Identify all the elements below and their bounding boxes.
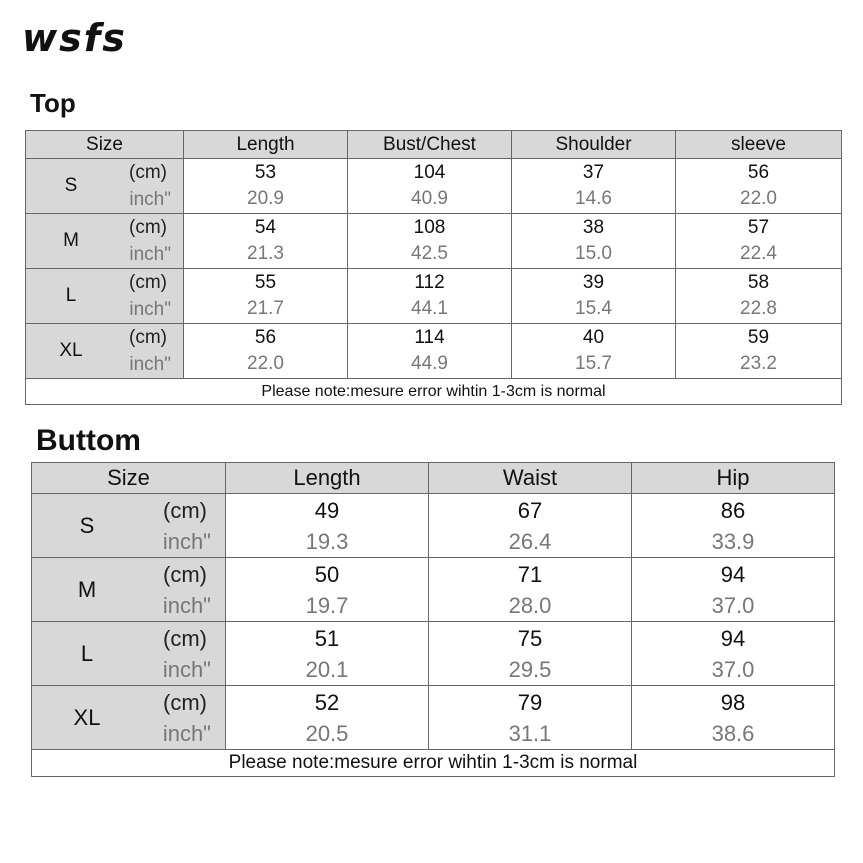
measure-cell [632, 558, 835, 622]
table-row [32, 622, 835, 686]
value-cm: 56 [747, 162, 770, 183]
measure-cell [184, 269, 348, 324]
value-inch: 38.6 [711, 720, 755, 746]
measure-cell [226, 494, 429, 558]
value-cm: 104 [413, 162, 446, 183]
size-label: XL [73, 705, 101, 730]
value-inch: 44.9 [411, 353, 448, 374]
measure-cell [632, 686, 835, 750]
value-cm: 56 [254, 327, 277, 348]
value-cm: 50 [314, 561, 340, 587]
measure-cell [348, 269, 512, 324]
unit-cm-label: (cm) [129, 162, 167, 183]
top-section-heading: Top [30, 88, 76, 118]
measure-cell [676, 324, 842, 379]
value-cm: 108 [413, 217, 446, 238]
value-cm: 40 [582, 327, 605, 348]
measure-cell [676, 269, 842, 324]
value-cm: 53 [254, 162, 277, 183]
unit-cm-label: (cm) [163, 690, 207, 715]
size-label: L [65, 285, 77, 306]
brand-logo: wsfs [22, 16, 127, 60]
measure-cell [348, 159, 512, 214]
value-inch: 28.0 [508, 592, 552, 618]
unit-inch-label: inch" [129, 354, 171, 375]
value-cm: 86 [720, 497, 746, 523]
size-label: XL [59, 340, 83, 361]
table-row [32, 686, 835, 750]
measure-cell [348, 214, 512, 269]
value-inch: 21.3 [247, 243, 284, 264]
value-cm: 58 [747, 272, 770, 293]
column-header: sleeve [676, 131, 842, 159]
value-inch: 40.9 [411, 188, 448, 209]
value-cm: 38 [582, 217, 605, 238]
value-inch: 42.5 [411, 243, 448, 264]
size-cell [32, 558, 226, 622]
measurement-note: Please note:mesure error wihtin 1-3cm is normal [26, 379, 842, 405]
value-inch: 21.7 [247, 298, 284, 319]
measure-cell [348, 324, 512, 379]
measure-cell [226, 686, 429, 750]
value-cm: 75 [517, 625, 543, 651]
unit-inch-label: inch" [129, 244, 171, 265]
value-inch: 22.0 [247, 353, 284, 374]
table-row [32, 558, 835, 622]
value-inch: 37.0 [711, 656, 755, 682]
value-inch: 22.0 [740, 188, 777, 209]
unit-cm-label: (cm) [129, 217, 167, 238]
unit-inch-label: inch" [162, 529, 211, 554]
value-inch: 33.9 [711, 528, 755, 554]
value-inch: 31.1 [508, 720, 552, 746]
value-cm: 51 [314, 625, 340, 651]
unit-inch-label: inch" [129, 189, 171, 210]
value-inch: 20.1 [305, 656, 349, 682]
unit-inch-label: inch" [162, 657, 211, 682]
measure-cell [632, 622, 835, 686]
unit-cm-label: (cm) [163, 498, 207, 523]
column-header: Bust/Chest [348, 131, 512, 159]
size-label: S [79, 513, 95, 538]
size-label: M [77, 577, 97, 602]
value-cm: 67 [517, 497, 543, 523]
measure-cell [429, 494, 632, 558]
size-cell [32, 622, 226, 686]
measure-cell [429, 686, 632, 750]
value-cm: 94 [720, 625, 746, 651]
value-cm: 57 [747, 217, 770, 238]
measure-cell [184, 159, 348, 214]
note-row [32, 750, 835, 777]
table-row [32, 494, 835, 558]
unit-inch-label: inch" [162, 721, 211, 746]
column-header: Length [184, 131, 348, 159]
value-cm: 55 [254, 272, 277, 293]
value-cm: 49 [314, 497, 340, 523]
value-inch: 15.0 [575, 243, 612, 264]
measure-cell [429, 622, 632, 686]
measure-cell [676, 214, 842, 269]
unit-cm-label: (cm) [163, 626, 207, 651]
measure-cell [632, 494, 835, 558]
value-cm: 39 [582, 272, 605, 293]
size-label: M [63, 230, 79, 251]
value-inch: 26.4 [508, 528, 552, 554]
size-cell [32, 686, 226, 750]
value-inch: 20.9 [247, 188, 284, 209]
measure-cell [184, 214, 348, 269]
value-cm: 54 [254, 217, 277, 238]
table-row [26, 159, 842, 214]
note-row [26, 379, 842, 405]
value-cm: 112 [414, 272, 445, 293]
column-header: Size [26, 131, 184, 159]
top-size-table [25, 130, 842, 405]
value-inch: 19.7 [305, 592, 349, 618]
value-inch: 29.5 [508, 656, 552, 682]
unit-inch-label: inch" [162, 593, 211, 618]
column-header: Waist [429, 463, 632, 494]
unit-cm-label: (cm) [129, 327, 167, 348]
value-cm: 114 [414, 327, 445, 348]
size-cell [26, 159, 184, 214]
size-cell [32, 494, 226, 558]
value-inch: 23.2 [740, 353, 777, 374]
value-inch: 22.4 [740, 243, 777, 264]
table-row [26, 269, 842, 324]
size-cell [26, 269, 184, 324]
measure-cell [226, 558, 429, 622]
value-cm: 94 [720, 561, 746, 587]
value-inch: 20.5 [305, 720, 349, 746]
table-header-row [32, 463, 835, 494]
bottom-size-table [31, 462, 835, 777]
size-label: S [64, 175, 78, 196]
size-label: L [80, 641, 94, 666]
measure-cell [184, 324, 348, 379]
value-cm: 79 [517, 689, 543, 715]
bottom-section-heading: Buttom [36, 424, 141, 457]
column-header: Hip [632, 463, 835, 494]
value-cm: 37 [582, 162, 605, 183]
table-row [26, 324, 842, 379]
measure-cell [512, 324, 676, 379]
value-cm: 98 [720, 689, 746, 715]
column-header: Shoulder [512, 131, 676, 159]
value-inch: 22.8 [740, 298, 777, 319]
measure-cell [512, 159, 676, 214]
value-inch: 14.6 [575, 188, 612, 209]
value-cm: 52 [314, 689, 340, 715]
measure-cell [512, 214, 676, 269]
size-cell [26, 324, 184, 379]
value-inch: 15.4 [575, 298, 612, 319]
value-inch: 44.1 [411, 298, 448, 319]
table-header-row [26, 131, 842, 159]
value-inch: 15.7 [575, 353, 612, 374]
column-header: Size [32, 463, 226, 494]
measure-cell [676, 159, 842, 214]
value-cm: 59 [747, 327, 770, 348]
value-inch: 19.3 [305, 528, 349, 554]
size-cell [26, 214, 184, 269]
table-row [26, 214, 842, 269]
unit-cm-label: (cm) [129, 272, 167, 293]
column-header: Length [226, 463, 429, 494]
unit-cm-label: (cm) [163, 562, 207, 587]
measure-cell [429, 558, 632, 622]
measurement-note: Please note:mesure error wihtin 1-3cm is normal [32, 750, 835, 777]
value-cm: 71 [517, 561, 543, 587]
measure-cell [226, 622, 429, 686]
value-inch: 37.0 [711, 592, 755, 618]
measure-cell [512, 269, 676, 324]
unit-inch-label: inch" [129, 299, 171, 320]
